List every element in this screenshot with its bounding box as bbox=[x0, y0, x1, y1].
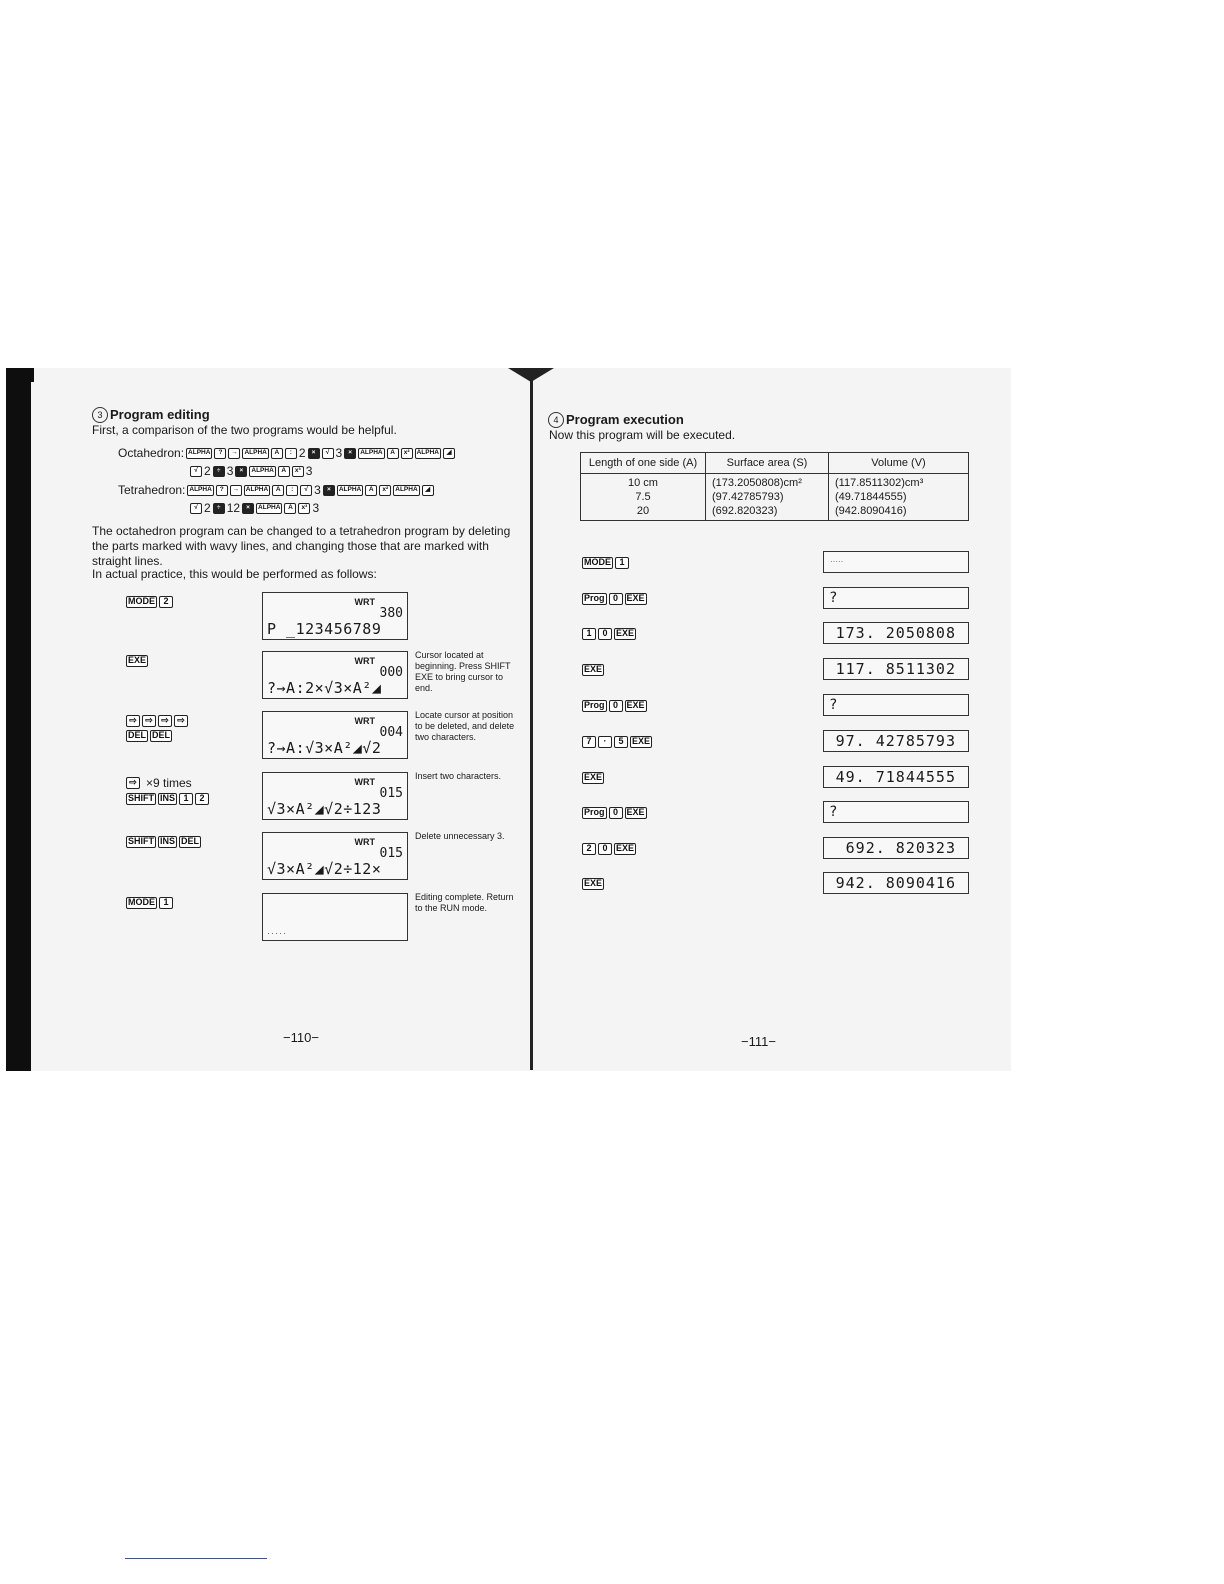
right-step-keys bbox=[582, 557, 629, 569]
key-alpha-icon: ALPHA bbox=[249, 466, 275, 477]
key--icon: ÷ bbox=[213, 466, 225, 477]
right-intro: Now this program will be executed. bbox=[549, 428, 736, 442]
key-row bbox=[126, 715, 188, 727]
circled-number: 4 bbox=[548, 412, 564, 428]
lcd-display bbox=[262, 893, 408, 941]
tetra-label: Tetrahedron: bbox=[118, 483, 186, 497]
wrt-indicator: WRT bbox=[354, 716, 375, 726]
key-row bbox=[126, 776, 209, 790]
key-5-icon: 5 bbox=[614, 736, 628, 748]
key--icon: × bbox=[308, 448, 320, 459]
lcd-display bbox=[262, 592, 408, 640]
key--icon: ⇨ bbox=[174, 715, 188, 727]
key-exe-icon: EXE bbox=[128, 655, 147, 665]
display-value: 117. 8511302 bbox=[835, 660, 956, 678]
key-alpha-icon: ALPHA bbox=[242, 448, 268, 459]
page-gutter bbox=[530, 378, 533, 1070]
key-alpha-icon: ALPHA bbox=[393, 485, 419, 496]
key-a-icon: A bbox=[272, 485, 284, 496]
octa-row-2 bbox=[190, 464, 312, 478]
cell-value: 20 bbox=[636, 505, 650, 517]
left-section-heading bbox=[92, 407, 210, 423]
cell-value: (117.8511302)cm³ bbox=[835, 477, 924, 489]
left-paragraph-2: In actual practice, this would be performed as follows: bbox=[92, 567, 377, 581]
step-note: Insert two characters. bbox=[415, 771, 502, 781]
key-alpha-icon: ALPHA bbox=[337, 485, 363, 496]
lcd-display bbox=[262, 832, 408, 880]
lcd-text: ?→A:√3×A²◢√2 bbox=[267, 739, 382, 757]
result-display bbox=[823, 872, 969, 894]
key-prog-icon: Prog bbox=[584, 700, 605, 710]
key-a-icon: A bbox=[365, 485, 377, 496]
key--icon: √ bbox=[322, 448, 334, 459]
step-counter: 015 bbox=[379, 846, 403, 861]
result-display bbox=[823, 837, 969, 859]
page-number-left: −110− bbox=[283, 1030, 319, 1045]
key--icon: : bbox=[286, 485, 298, 496]
key-alpha-icon: ALPHA bbox=[244, 485, 270, 496]
step-counter: 015 bbox=[379, 786, 403, 801]
left-step-keys bbox=[126, 897, 173, 909]
lcd-display bbox=[262, 772, 408, 820]
result-display bbox=[823, 801, 969, 823]
key-x-icon: x² bbox=[379, 485, 391, 496]
key--icon: × bbox=[242, 503, 254, 514]
tetra-row-1 bbox=[118, 483, 434, 497]
key--icon: √ bbox=[190, 466, 202, 477]
key-0-icon: 0 bbox=[609, 593, 623, 605]
cell-value: 10 cm bbox=[628, 477, 658, 489]
left-step-keys bbox=[126, 776, 209, 805]
key-exe-icon: EXE bbox=[626, 807, 645, 817]
key-shift-icon: SHIFT bbox=[128, 836, 154, 846]
program-digit: 3 bbox=[305, 464, 313, 478]
results-table bbox=[580, 452, 969, 521]
right-section-heading bbox=[548, 412, 684, 428]
result-display bbox=[823, 587, 969, 609]
program-digit: 3 bbox=[226, 464, 234, 478]
lcd-text: √3×A²◢√2÷12× bbox=[267, 860, 382, 878]
right-step-keys bbox=[582, 878, 604, 890]
display-value: 97. 42785793 bbox=[835, 732, 956, 750]
key-alpha-icon: ALPHA bbox=[187, 485, 213, 496]
key-2-icon: 2 bbox=[195, 793, 209, 805]
program-digit: 2 bbox=[204, 501, 211, 515]
lcd-display bbox=[262, 651, 408, 699]
program-digit: 3 bbox=[335, 446, 343, 460]
display-value: 942. 8090416 bbox=[835, 874, 956, 892]
right-step-keys bbox=[582, 700, 647, 712]
key--icon: · bbox=[598, 736, 612, 748]
key-2-icon: 2 bbox=[582, 843, 596, 855]
key-ins-icon: INS bbox=[160, 836, 176, 846]
result-display bbox=[823, 766, 969, 788]
key-0-icon: 0 bbox=[609, 807, 623, 819]
key-alpha-icon: ALPHA bbox=[358, 448, 384, 459]
result-display bbox=[823, 622, 969, 644]
left-step-keys bbox=[126, 655, 148, 667]
key-prog-icon: Prog bbox=[584, 593, 605, 603]
key--icon: → bbox=[230, 485, 242, 496]
octa-keys-line1 bbox=[186, 446, 455, 460]
gutter-triangle bbox=[508, 368, 554, 382]
right-step-keys bbox=[582, 772, 604, 784]
key--icon: ⇨ bbox=[126, 715, 140, 727]
table-header-row bbox=[581, 453, 969, 474]
key-1-icon: 1 bbox=[582, 628, 596, 640]
key--icon: × bbox=[323, 485, 335, 496]
display-value: ? bbox=[829, 804, 838, 820]
key--icon: : bbox=[285, 448, 297, 459]
key-exe-icon: EXE bbox=[616, 843, 635, 853]
blue-underline bbox=[125, 1558, 267, 1559]
key--icon: ⇨ bbox=[158, 715, 172, 727]
key-x-icon: x³ bbox=[298, 503, 310, 514]
cell-value: (692.820323) bbox=[712, 505, 778, 517]
key-mode-icon: MODE bbox=[584, 557, 611, 567]
table-cell-length bbox=[581, 474, 706, 521]
key-del-icon: DEL bbox=[152, 730, 170, 740]
left-paragraph-1: The octahedron program can be changed to a tetrahedron program by deleting the parts marked with wavy lines, and changing those that are marked with straight lines. bbox=[92, 524, 511, 568]
display-value: 173. 2050808 bbox=[835, 624, 956, 642]
wrt-indicator: WRT bbox=[354, 656, 375, 666]
key-a-icon: A bbox=[278, 466, 290, 477]
key--icon: → bbox=[228, 448, 240, 459]
result-display bbox=[823, 658, 969, 680]
key-row bbox=[126, 730, 188, 742]
key-mode-icon: MODE bbox=[128, 897, 155, 907]
right-step-keys bbox=[582, 807, 647, 819]
tetra-row-2 bbox=[190, 501, 319, 515]
lcd-display bbox=[262, 711, 408, 759]
key--icon: ? bbox=[214, 448, 226, 459]
result-display bbox=[823, 694, 969, 716]
tetra-keys-line1 bbox=[187, 483, 433, 497]
key--icon: ◢ bbox=[443, 448, 455, 459]
key-exe-icon: EXE bbox=[616, 628, 635, 638]
program-digit: 3 bbox=[314, 483, 321, 497]
key-del-icon: DEL bbox=[128, 730, 146, 740]
section-title: Program execution bbox=[566, 412, 684, 427]
circled-number: 3 bbox=[92, 407, 108, 423]
key-1-icon: 1 bbox=[179, 793, 193, 805]
wrt-indicator: WRT bbox=[354, 837, 375, 847]
key-exe-icon: EXE bbox=[584, 664, 603, 674]
lcd-text: √3×A²◢√2÷123 bbox=[267, 800, 382, 818]
left-step-keys bbox=[126, 715, 188, 742]
step-note: Cursor located at beginning. Press SHIFT EXE to bring cursor to end. bbox=[415, 650, 511, 693]
blink-cursor: ····· bbox=[830, 557, 844, 566]
key-exe-icon: EXE bbox=[626, 700, 645, 710]
left-step-keys bbox=[126, 596, 173, 608]
step-counter: 380 bbox=[379, 606, 403, 621]
key-prog-icon: Prog bbox=[584, 807, 605, 817]
step-note: Locate cursor at position to be deleted, and delete two characters. bbox=[415, 710, 515, 742]
key-0-icon: 0 bbox=[598, 843, 612, 855]
key-1-icon: 1 bbox=[615, 557, 629, 569]
lcd-text: ?→A:2×√3×A²◢ bbox=[267, 679, 382, 697]
table-header: Surface area (S) bbox=[706, 453, 829, 474]
key-alpha-icon: ALPHA bbox=[415, 448, 441, 459]
key-row bbox=[126, 793, 209, 805]
key-x-icon: x³ bbox=[292, 466, 304, 477]
table-header: Length of one side (A) bbox=[581, 453, 706, 474]
program-digit: 12 bbox=[226, 501, 241, 515]
key-row bbox=[126, 596, 173, 608]
key-exe-icon: EXE bbox=[632, 736, 651, 746]
key-1-icon: 1 bbox=[159, 897, 173, 909]
key-row bbox=[126, 836, 201, 848]
program-digit: 3 bbox=[312, 501, 320, 515]
right-step-keys bbox=[582, 593, 647, 605]
table-cell-surface bbox=[706, 474, 829, 521]
key--icon: ÷ bbox=[213, 503, 225, 514]
key--icon: √ bbox=[300, 485, 312, 496]
octa-row-1 bbox=[118, 446, 455, 460]
key--icon: ◢ bbox=[422, 485, 434, 496]
blink-cursor: ····· bbox=[267, 928, 287, 938]
display-value: 692. 820323 bbox=[845, 839, 956, 857]
wrt-indicator: WRT bbox=[354, 597, 375, 607]
key--icon: ? bbox=[216, 485, 228, 496]
octa-label: Octahedron: bbox=[118, 446, 185, 460]
key-2-icon: 2 bbox=[159, 596, 173, 608]
scan-edge-bar bbox=[6, 368, 31, 1071]
section-title: Program editing bbox=[110, 407, 210, 422]
key-a-icon: A bbox=[284, 503, 296, 514]
cell-value: (49.71844555) bbox=[835, 491, 907, 503]
key-mode-icon: MODE bbox=[128, 596, 155, 606]
scan-edge-nub bbox=[31, 368, 34, 382]
program-digit: 2 bbox=[204, 464, 211, 478]
key--icon: ⇨ bbox=[142, 715, 156, 727]
cell-value: (173.2050808)cm² bbox=[712, 477, 802, 489]
cell-value: (97.42785793) bbox=[712, 491, 784, 503]
key--icon: × bbox=[235, 466, 247, 477]
key--icon: ⇨ bbox=[126, 777, 140, 789]
left-intro: First, a comparison of the two programs would be helpful. bbox=[92, 423, 397, 437]
key-7-icon: 7 bbox=[582, 736, 596, 748]
step-counter: 004 bbox=[379, 725, 403, 740]
right-step-keys bbox=[582, 736, 652, 748]
repeat-label: ×9 times bbox=[146, 776, 192, 790]
table-row bbox=[581, 474, 969, 521]
right-step-keys bbox=[582, 843, 636, 855]
key-shift-icon: SHIFT bbox=[128, 793, 154, 803]
step-note: Editing complete. Return to the RUN mode. bbox=[415, 892, 514, 913]
wrt-indicator: WRT bbox=[354, 777, 375, 787]
key-0-icon: 0 bbox=[598, 628, 612, 640]
left-step-keys bbox=[126, 836, 201, 848]
page-number-right: −111− bbox=[741, 1034, 776, 1049]
key-exe-icon: EXE bbox=[626, 593, 645, 603]
key-alpha-icon: ALPHA bbox=[256, 503, 282, 514]
tetra-keys-line2 bbox=[190, 501, 319, 515]
key-alpha-icon: ALPHA bbox=[186, 448, 212, 459]
key-a-icon: A bbox=[387, 448, 399, 459]
step-counter: 000 bbox=[379, 665, 403, 680]
key-x-icon: x² bbox=[401, 448, 413, 459]
result-display bbox=[823, 730, 969, 752]
cell-value: 7.5 bbox=[635, 491, 651, 503]
program-digit: 2 bbox=[298, 446, 306, 460]
result-display bbox=[823, 551, 969, 573]
key-0-icon: 0 bbox=[609, 700, 623, 712]
display-value: ? bbox=[829, 697, 838, 713]
display-value: 49. 71844555 bbox=[835, 768, 956, 786]
table-cell-volume bbox=[829, 474, 969, 521]
key-row bbox=[126, 655, 148, 667]
key-a-icon: A bbox=[271, 448, 283, 459]
cell-value: (942.8090416) bbox=[835, 505, 907, 517]
key-del-icon: DEL bbox=[181, 836, 200, 846]
key-ins-icon: INS bbox=[160, 793, 176, 803]
key--icon: √ bbox=[190, 503, 202, 514]
key-exe-icon: EXE bbox=[584, 772, 603, 782]
step-note: Delete unnecessary 3. bbox=[415, 831, 505, 841]
key-row bbox=[126, 897, 173, 909]
key-exe-icon: EXE bbox=[584, 878, 603, 888]
key--icon: × bbox=[344, 448, 356, 459]
right-step-keys bbox=[582, 628, 636, 640]
display-value: ? bbox=[829, 590, 838, 606]
right-step-keys bbox=[582, 664, 604, 676]
table-header: Volume (V) bbox=[829, 453, 969, 474]
lcd-text: P _123456789 bbox=[267, 620, 382, 638]
octa-keys-line2 bbox=[190, 464, 312, 478]
